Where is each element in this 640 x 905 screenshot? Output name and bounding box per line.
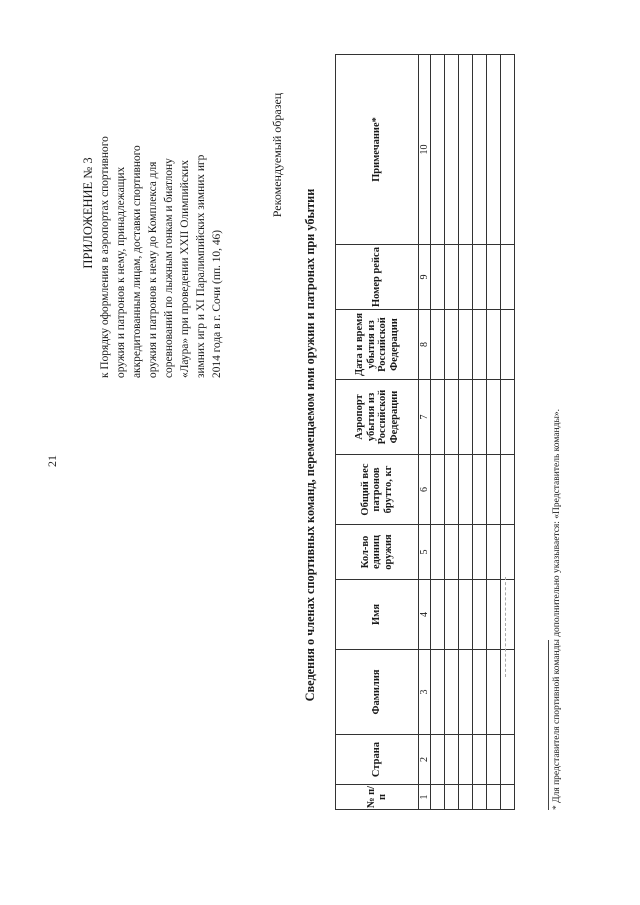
annex-line: оружия и патронов к нему, принадлежащих: [115, 166, 127, 378]
table-row: [445, 55, 459, 810]
annex-line: оружия и патронов к нему до Комплекса для: [147, 161, 159, 378]
col-header-ammo-weight: Общий вес патронов брутто, кг: [336, 455, 419, 525]
col-header-note: Примечание*: [336, 55, 419, 245]
col-number: 1: [419, 785, 431, 810]
annex-line: зимних игр и XI Паралимпийских зимних игр: [195, 154, 207, 378]
footnote-text: * Для представителя спортивной команды дополнительно указывается: «Представитель команды».: [552, 409, 562, 810]
annex-line: к Порядку оформления в аэропортах спортивного: [99, 136, 111, 378]
annex-line: соревнований по лыжным гонкам и биатлону: [163, 158, 175, 378]
annex-line: «Лаура» при проведении XXII Олимпийских: [179, 159, 191, 378]
col-number: 3: [419, 650, 431, 735]
dotted-separator: [505, 577, 506, 677]
col-header-number: № п/п: [336, 785, 419, 810]
col-header-surname: Фамилия: [336, 650, 419, 735]
annex-title: ПРИЛОЖЕНИЕ № 3: [81, 157, 95, 269]
col-number: 2: [419, 735, 431, 785]
col-header-airport: Аэропорт убытия из Российской Федерации: [336, 380, 419, 455]
col-header-country: Страна: [336, 735, 419, 785]
col-header-name: Имя: [336, 580, 419, 650]
annex-block: [80, 48, 225, 378]
table-row: [487, 55, 501, 810]
sample-label: Рекомендуемый образец: [270, 92, 284, 218]
header-row: [336, 55, 419, 810]
table-row: [501, 55, 515, 810]
col-number: 7: [419, 380, 431, 455]
table-row: [473, 55, 487, 810]
col-header-datetime: Дата и время убытия из Российской Федерации: [336, 310, 419, 380]
col-header-flight: Номер рейса: [336, 245, 419, 310]
page-number: 21: [45, 455, 59, 467]
col-number: 4: [419, 580, 431, 650]
col-number: 9: [419, 245, 431, 310]
column-number-row: [419, 55, 431, 810]
table-row: [431, 55, 445, 810]
annex-line: аккредитованным лицам, доставки спортивного: [131, 145, 143, 378]
table-row: [459, 55, 473, 810]
annex-line: 2014 года в г. Сочи (пп. 10, 46): [211, 229, 223, 378]
col-number: 10: [419, 55, 431, 245]
col-number: 6: [419, 455, 431, 525]
footnote-rule: [548, 640, 549, 810]
departure-table: [335, 54, 515, 810]
col-number: 8: [419, 310, 431, 380]
table-title: Сведения о членах спортивных команд, перемещаемом ими оружии и патронах при убытии: [303, 188, 317, 702]
col-number: 5: [419, 525, 431, 580]
col-header-weapons-count: Кол-во единиц оружия: [336, 525, 419, 580]
annex-body: [97, 48, 225, 378]
footnote: [548, 50, 562, 810]
